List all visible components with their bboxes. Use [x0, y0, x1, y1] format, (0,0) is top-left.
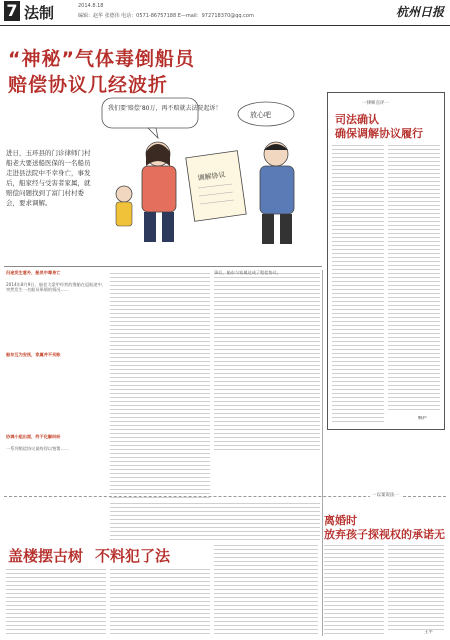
- cartoon-illustration: [98, 96, 320, 261]
- main-lead-paragraph: 进日，玉环县的门诊律师门村船老大要送船医保的一名船员走进县法院中不幸身亡，事发后，船家经与受害者家属，就赔偿问题找到了富门村村委会，要求调解。: [6, 149, 91, 207]
- bottom-right-column-2: [388, 542, 444, 630]
- page-header: [0, 0, 450, 26]
- page-number: 7: [4, 1, 20, 21]
- bottom-left-column-2: [110, 566, 210, 636]
- sidebar-column-1: [332, 142, 384, 422]
- subhead-1: 归途发生意外，船员中毒身亡: [6, 270, 61, 275]
- bottom-mid-text: [110, 500, 320, 540]
- sidebar-headline-line2: 确保调解协议履行: [335, 127, 423, 140]
- column-divider: [322, 270, 323, 636]
- main-headline-line2: 赔偿协议几经波折: [8, 74, 169, 96]
- body-column-1a: 2014年8月9日，船老大梁甲经营的渔船在返航途中，突然发生一名船员晕倒的情况……: [6, 282, 106, 293]
- bottom-right-byline: 王平: [424, 630, 433, 635]
- subhead-3: 协调小组出面，终于化解纠纷: [6, 434, 61, 439]
- bottom-right-column-1: [324, 542, 384, 636]
- bottom-right-headline-1: 离婚时: [324, 514, 357, 527]
- speech-bubble-left: 我们要‘赔偿’80万，再不赔就去法院起诉！: [108, 105, 222, 112]
- section-divider: [4, 266, 322, 267]
- sidebar-column-2: [388, 142, 440, 412]
- bottom-left-column-3: [214, 542, 318, 636]
- bottom-tag: 一以案说法一: [372, 493, 399, 498]
- bottom-right-headline-2: 放弃孩子探视权的承诺无: [324, 528, 445, 541]
- body-column-1c: 一系列赔偿协议最终得以签署……: [6, 446, 69, 451]
- sidebar-byline: 桐庐: [418, 416, 427, 421]
- agreement-sign: 调解协议: [197, 170, 227, 183]
- section-title: 法制: [24, 4, 55, 22]
- sidebar-tag: 一律师点评一: [362, 101, 389, 106]
- issue-date: 2014.8.18: [78, 3, 104, 9]
- sidebar-headline-line1: 司法确认: [335, 113, 379, 126]
- subhead-2: 船东互为安抚，家属并不买账: [6, 352, 61, 357]
- body-column-3: 事后，船东与家属达成了赔偿协议。: [214, 270, 320, 450]
- main-headline-line1: “神秘”气体毒倒船员: [8, 48, 195, 70]
- body-column-2: [110, 270, 210, 526]
- newspaper-masthead: 杭州日报: [395, 5, 444, 19]
- body-column-1b: [6, 364, 106, 434]
- bottom-left-headline-1: 盖楼摆古树: [8, 547, 84, 565]
- editor-line: 编辑：赵华 张德伟 电话：0571-86757188 E—mail：972718370@qq.com: [78, 13, 254, 19]
- bottom-left-column-1: [6, 566, 106, 636]
- speech-bubble-right: 放心吧: [250, 111, 271, 119]
- bottom-left-headline-2: 不料犯了法: [95, 547, 171, 565]
